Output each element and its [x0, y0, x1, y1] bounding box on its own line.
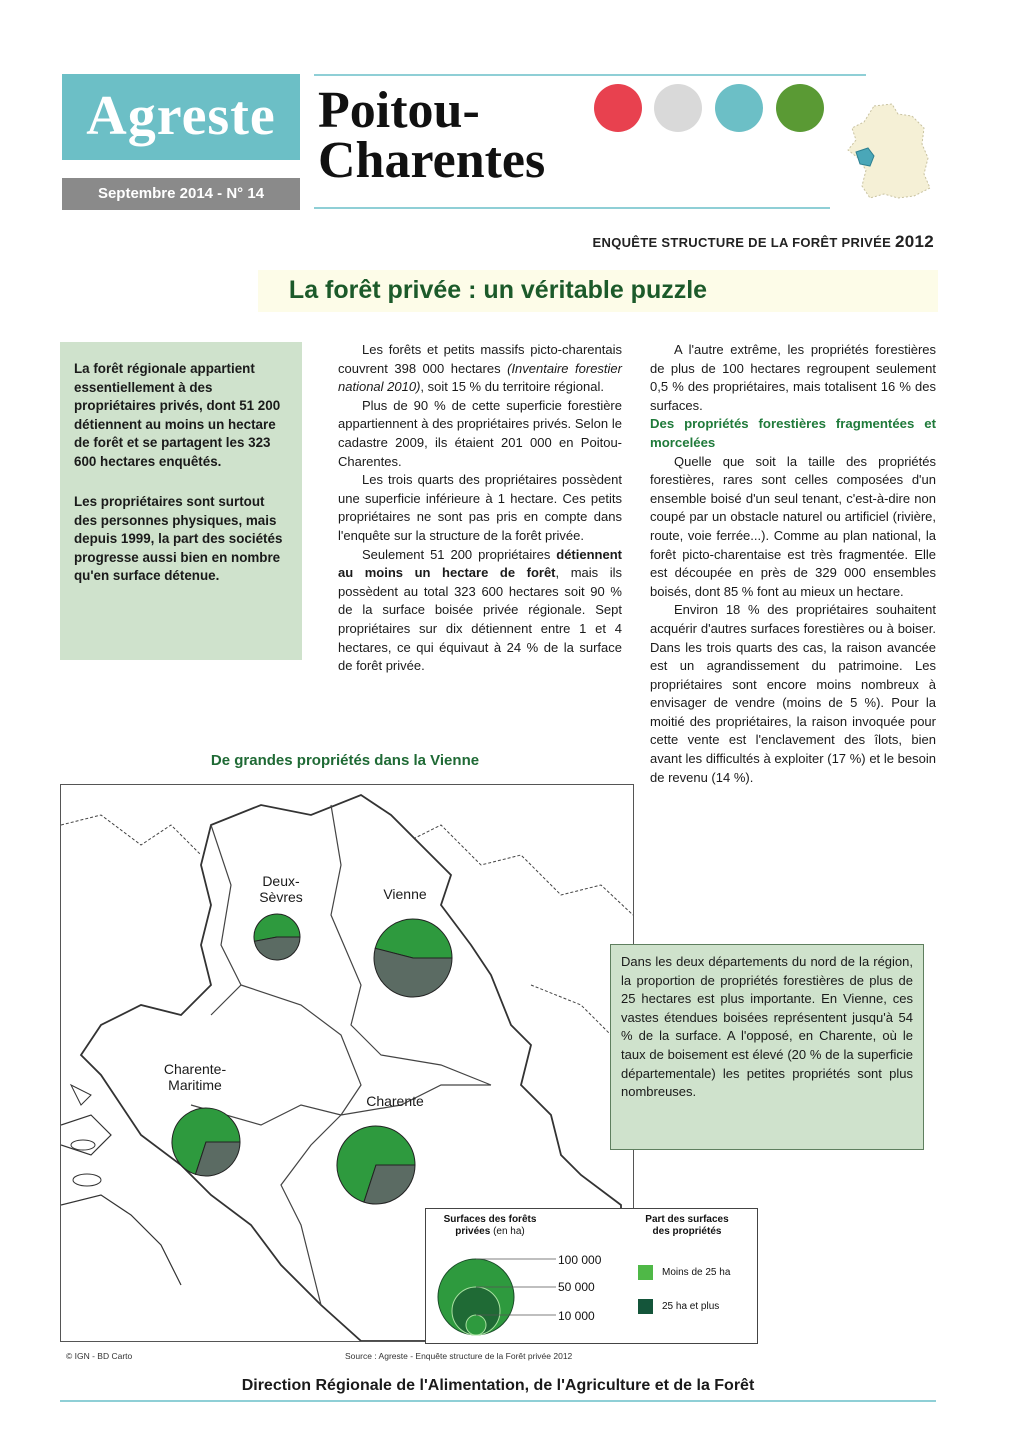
col2-p1-text-end: , soit 15 % du territoire régional. — [420, 379, 604, 395]
map-source: Source : Agreste - Enquête structure de la Forêt privée 2012 — [345, 1351, 573, 1361]
red-dot-icon — [594, 84, 642, 132]
header-bottom-line — [314, 207, 830, 209]
survey-year: 2012 — [894, 232, 934, 251]
issue-label: Septembre 2014 - N° 14 — [97, 185, 265, 202]
map-legend — [425, 1208, 758, 1344]
legend-size-2: 50 000 — [558, 1280, 595, 1294]
france-map-icon — [840, 100, 936, 204]
col3-paragraph-1: A l'autre extrême, les propriétés forestières de plus de 100 hectares regroupent seulement 0,5 % des propriétaires, mais totalisent 16 % des surfaces. — [650, 342, 936, 413]
pie-charente-maritime — [172, 1108, 240, 1176]
summary-paragraph-1: La forêt régionale appartient essentiellement à des propriétaires privés, dont 51 200 détiennent au moins un hectare de forêt et se partagent les 323 600 hectares enquêtés. — [74, 361, 281, 469]
label-deux-sevres — [249, 873, 313, 905]
grey-dot-icon — [654, 84, 702, 132]
col3-paragraph-3: Environ 18 % des propriétaires souhaitent acquérir d'autres surfaces forestières ou à boiser. Dans les trois quarts des cas, la raison avancée est un agrandissement du patrimoine. Les propriétaires sont encore moins nombreux à envisager de vendre (moins de 5 %). Pour la moitié des propriétaires, la raison invoquée pour cette vente est l'enclavement des îlots, bien avant les difficultés à exploiter (17 %) et le besoin de revenu (14 %). — [650, 602, 936, 785]
main-title: La forêt privée : un véritable puzzle — [288, 276, 708, 304]
col3-subheading: Des propriétés forestières fragmentées et morcelées — [650, 416, 936, 450]
label-deux-sevres-line2: Sèvres — [259, 889, 303, 905]
label-charente-maritime-line1: Charente- — [163, 1061, 227, 1077]
legend-swatch-large — [638, 1299, 653, 1314]
header-top-line — [314, 74, 866, 76]
survey-title-text: ENQUÊTE STRUCTURE DE LA FORÊT PRIVÉE — [592, 235, 892, 250]
legend-size-unit: (en ha) — [493, 1226, 525, 1237]
label-charente-line1: Charente — [366, 1093, 424, 1109]
label-charente-maritime-line2: Maritime — [168, 1077, 222, 1093]
callout-text: Dans les deux départements du nord de la région, la proportion de propriétés forestières de plus de 25 hectares est plus importante. En Vienne, ces vastes étendues boisées représentent jusqu'à 54 % de la surface. A l'opposé, en Charente, où le taux de boisement est élevé (20 % de la superficie départementale) les petites propriétés sont plus nombreuses. — [621, 954, 913, 1100]
text-column-middle — [338, 341, 622, 676]
legend-label-small: Moins de 25 ha — [662, 1267, 731, 1278]
green-dot-icon — [776, 84, 824, 132]
col2-p4-text-end: , mais ils possèdent au total 323 600 hectares soit 90 % de la surface boisée privée régionale. Sept propriétaires sur dix détiennent entre 1 et 4 hectares, ce qui équivaut à 24 % de la surface de forêt privée. — [338, 565, 622, 674]
label-charente — [353, 1093, 437, 1109]
summary-paragraph-2: Les propriétaires sont surtout des personnes physiques, mais depuis 1999, la part des sociétés progresse aussi bien en nombre qu'en surface détenue. — [74, 494, 283, 583]
col2-p4-text: Seulement 51 200 propriétaires — [362, 546, 557, 562]
pie-charente — [337, 1126, 415, 1204]
label-charente-maritime — [153, 1061, 237, 1093]
legend-size-1: 100 000 — [558, 1253, 602, 1267]
col2-paragraph-1 — [338, 341, 622, 397]
summary-box — [60, 342, 302, 660]
region-title — [318, 82, 546, 189]
map-credit: © IGN - BD Carto — [66, 1351, 133, 1361]
region-title-line1: Poitou- — [318, 82, 480, 139]
text-column-right — [650, 341, 936, 787]
col2-paragraph-4 — [338, 546, 622, 676]
legend-share-title-line1: Part des surfaces — [645, 1214, 729, 1225]
pie-vienne — [374, 919, 452, 997]
pie-deux-sevres — [254, 914, 300, 960]
legend-label-large: 25 ha et plus — [662, 1301, 720, 1312]
map-title: De grandes propriétés dans la Vienne — [210, 752, 480, 769]
col2-p4-bold: détiennent au moins un hectare de forêt — [338, 546, 622, 581]
legend-share-title-line2: des propriétés — [652, 1226, 722, 1237]
legend-size-title-line2: privées — [455, 1226, 491, 1237]
legend-size-title-line1: Surfaces des forêts — [443, 1214, 537, 1225]
col2-paragraph-2: Plus de 90 % de cette superficie forestière appartiennent à des propriétaires privés. Selon le cadastre 2009, ils étaient 201 000 en Poitou-Charentes. — [338, 397, 622, 469]
label-vienne — [369, 886, 441, 902]
region-title-line2: Charentes — [318, 132, 546, 189]
col2-p1-citation: (Inventaire forestier national 2010) — [338, 360, 622, 395]
footer-text: Direction Régionale de l'Alimentation, de l'Agriculture et de la Forêt — [241, 1377, 755, 1394]
legend-size-title — [430, 1214, 550, 1238]
label-vienne-line1: Vienne — [383, 886, 427, 902]
legend-size-3: 10 000 — [558, 1309, 595, 1323]
col2-paragraph-3: Les trois quarts des propriétaires possèdent une superficie inférieure à 1 hectare. Ces petits propriétaires ne sont pas pris en compte dans l'enquête sur la structure de la forêt privée. — [338, 472, 622, 543]
label-deux-sevres-line1: Deux- — [262, 873, 300, 889]
legend-swatch-small — [638, 1265, 653, 1280]
callout-box — [610, 944, 924, 1150]
col2-p1-text: Les forêts et petits massifs picto-charentais couvrent 398 000 hectares — [338, 342, 622, 376]
footer-line — [60, 1400, 936, 1402]
col3-paragraph-2: Quelle que soit la taille des propriétés forestières, rares sont celles composées d'un ensemble boisé d'un seul tenant, c'est-à-dire non coupé par un obstacle naturel ou artificiel (rivière, route, voie ferrée...). Comme au plan national, la forêt picto-charentaise est très fragmentée. Elle est découpée en près de 329 000 ensembles boisés, dont 85 % font au mieux un hectare. — [650, 453, 936, 599]
legend-share-title — [622, 1214, 752, 1238]
teal-dot-icon — [715, 84, 763, 132]
agreste-logo: Agreste — [86, 85, 276, 147]
survey-title — [593, 232, 934, 252]
